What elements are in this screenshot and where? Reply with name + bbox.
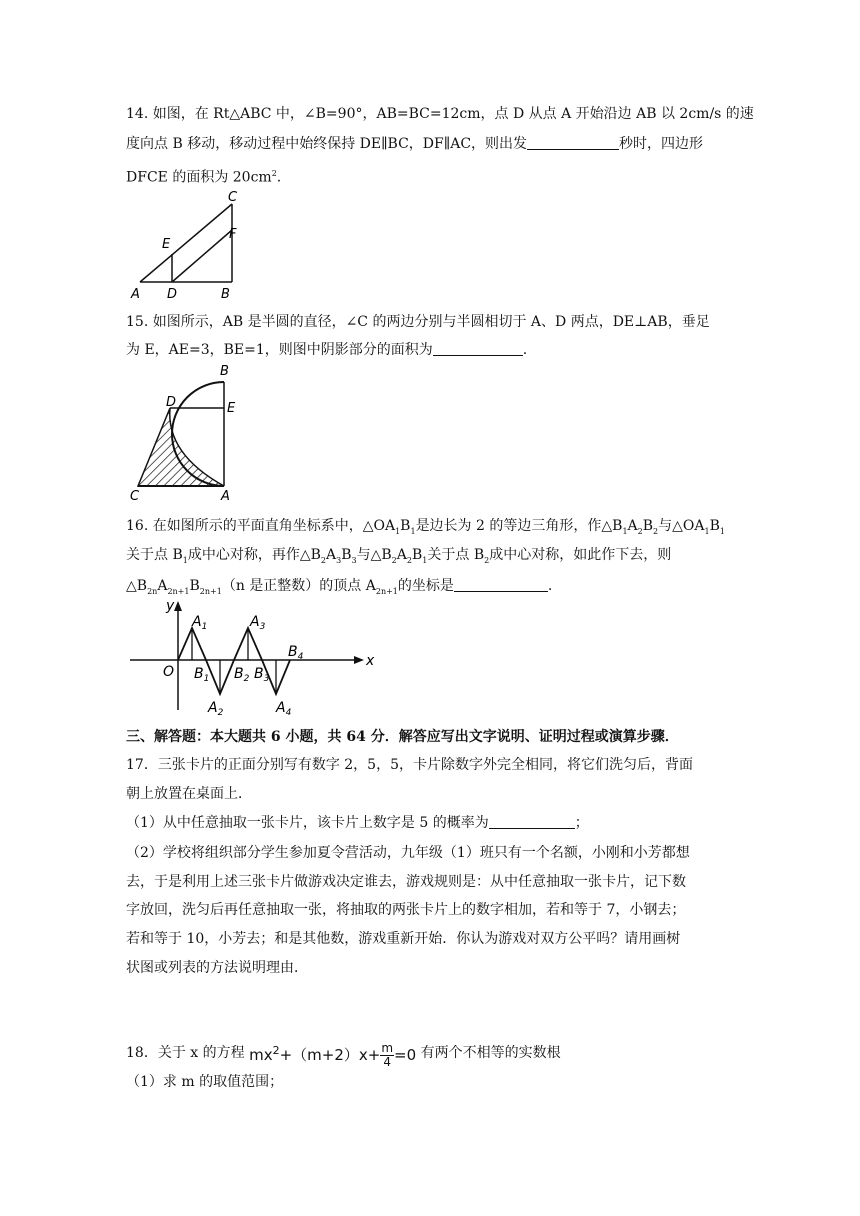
sub: 1 xyxy=(395,526,401,536)
q16-axis-y: y xyxy=(166,598,175,614)
q17-part1-tail: ； xyxy=(574,815,589,831)
q14-label-c: C xyxy=(228,190,238,205)
q16-label-b4: $B_4$ xyxy=(288,644,304,662)
q16-text: 与△B xyxy=(356,547,392,563)
sub: 2 xyxy=(637,526,643,536)
sub: 2 xyxy=(391,555,397,565)
sub: 2n+1 xyxy=(375,586,398,596)
q16-label-a1: $A_1$ xyxy=(192,614,208,632)
q14-label-f: F xyxy=(229,227,237,242)
q16-line1 xyxy=(126,516,725,542)
q16-text: . xyxy=(547,578,553,594)
q16-line2 xyxy=(126,545,671,571)
q16-label-b3: $B_3$ xyxy=(254,666,270,684)
q15-label-c: C xyxy=(130,489,140,502)
q16-text: 成中心对称，再作△B xyxy=(187,547,321,563)
q14-label-b: B xyxy=(221,287,230,302)
q15-label-a: A xyxy=(221,489,230,502)
sub: 1 xyxy=(410,526,416,536)
sub: 1 xyxy=(182,555,188,565)
q14-label-a: A xyxy=(131,287,140,302)
eq-numerator: m xyxy=(381,1041,394,1055)
eq-denominator: 4 xyxy=(383,1055,391,1069)
sub: 2 xyxy=(406,555,412,565)
q18-line1 xyxy=(126,1036,561,1070)
eq-part: =0 xyxy=(394,1046,417,1064)
answer-blank xyxy=(433,341,523,356)
q16-text: 成中心对称，如此作下去，则 xyxy=(489,547,672,563)
q16-text: A xyxy=(627,518,638,534)
q14-label-d: D xyxy=(167,287,178,302)
q17-part2-line3: 字放回，洗匀后再任意抽取一张，将抽取的两张卡片上的数字相加，若和等于 7，小钢去； xyxy=(126,902,686,918)
q16-text: 16. 在如图所示的平面直角坐标系中，△OA xyxy=(126,518,396,534)
q16-label-b2: $B_2$ xyxy=(234,666,250,684)
q15-label-b: B xyxy=(220,364,229,379)
q16-text: B xyxy=(400,518,411,534)
q16-text: B xyxy=(341,547,352,563)
sub: 1 xyxy=(422,555,428,565)
answer-blank xyxy=(527,135,619,150)
q17-line2: 朝上放置在桌面上． xyxy=(126,786,252,802)
q16-text: B xyxy=(709,518,720,534)
q16-text: 关于点 B xyxy=(126,547,183,563)
q16-text: A xyxy=(326,547,337,563)
q18-part1: （1）求 m 的取值范围； xyxy=(126,1074,284,1090)
q14-line3 xyxy=(126,164,281,188)
q16-text: 关于点 B xyxy=(427,547,485,563)
q16-axis-x: x xyxy=(366,653,375,669)
q14-line2 xyxy=(126,134,703,154)
q16-text: A xyxy=(157,578,168,594)
q14-figure xyxy=(126,188,246,304)
q15-line2 xyxy=(126,340,527,360)
q14-label-e: E xyxy=(162,237,171,252)
q15-label-e: E xyxy=(227,401,236,416)
q16-text: A xyxy=(396,547,407,563)
q18-text-tail: 有两个不相等的实数根 xyxy=(420,1045,561,1061)
eq-sup: 2 xyxy=(272,1044,280,1057)
sub: 1 xyxy=(704,526,710,536)
sub: 2n xyxy=(147,586,158,596)
section-heading: 三、解答题：本大题共 6 小题，共 64 分．解答应写出文字说明、证明过程或演算步骤． xyxy=(126,729,679,745)
sub: 3 xyxy=(336,555,342,565)
q16-label-o: O xyxy=(163,664,175,680)
q16-text: B xyxy=(189,578,200,594)
eq-part: +（m+2）x+ xyxy=(279,1046,381,1064)
q16-label-a3: $A_3$ xyxy=(250,614,266,632)
q16-label-a4: $A_4$ xyxy=(276,700,292,716)
sub: 1 xyxy=(719,526,725,536)
sub: 3 xyxy=(351,555,357,565)
q16-text: （n 是正整数）的顶点 A xyxy=(221,578,376,594)
sub: 2n+1 xyxy=(167,586,190,596)
q18-equation xyxy=(249,1036,416,1070)
q14-line3-text: DFCE 的面积为 20cm xyxy=(126,169,272,186)
q16-text: B xyxy=(642,518,654,534)
q16-label-b1: $B_1$ xyxy=(194,666,210,684)
q15-label-d: D xyxy=(166,395,177,410)
q16-text: △B xyxy=(126,578,148,594)
q14-line3-tail: . xyxy=(276,169,282,186)
q16-text: 是边长为 2 的等边三角形，作△B xyxy=(415,518,623,534)
q16-text: 的坐标是 xyxy=(397,578,454,594)
q16-figure xyxy=(126,598,376,716)
q17-line1: 17．三张卡片的正面分别写有数字 2，5，5，卡片除数字外完全相同，将它们洗匀后，背面 xyxy=(126,757,693,773)
sub: 2n+1 xyxy=(199,586,222,596)
eq-fraction xyxy=(380,1042,394,1069)
answer-blank xyxy=(489,814,575,829)
q15-figure xyxy=(126,362,246,502)
q16-text: B xyxy=(411,547,423,563)
answer-blank xyxy=(454,577,548,592)
q15-line2-text: 为 E，AE=3，BE=1，则图中阴影部分的面积为 xyxy=(126,342,433,358)
q15-line1: 15. 如图所示，AB 是半圆的直径，∠C 的两边分别与半圆相切于 A、D 两点，DE⊥AB，垂足 xyxy=(126,314,710,330)
q14-sup: 2 xyxy=(271,169,277,178)
q17-part2-line1: （2）学校将组织部分学生参加夏令营活动，九年级（1）班只有一个名额，小刚和小芳都想 xyxy=(126,845,690,861)
q17-part1 xyxy=(126,813,589,833)
sub: 2 xyxy=(653,526,659,536)
q17-part2-line5: 状图或列表的方法说明理由． xyxy=(126,960,308,976)
eq-part: mx xyxy=(249,1046,273,1064)
q17-part1-text: （1）从中任意抽取一张卡片，该卡片上数字是 5 的概率为 xyxy=(126,815,489,831)
q16-label-a2: $A_2$ xyxy=(208,700,224,716)
q14-line2-tail: 秒时，四边形 xyxy=(619,136,704,152)
q18-text: 18．关于 x 的方程 xyxy=(126,1045,245,1061)
sub: 2 xyxy=(484,555,490,565)
sub: 1 xyxy=(622,526,628,536)
sub: 2 xyxy=(320,555,326,565)
q14-line2-text: 度向点 B 移动，移动过程中始终保持 DE∥BC，DF∥AC，则出发 xyxy=(126,136,528,152)
q17-part2-line4: 若和等于 10，小芳去；和是其他数，游戏重新开始．你认为游戏对双方公平吗？请用画树 xyxy=(126,931,681,947)
q17-part2-line2: 去，于是利用上述三张卡片做游戏决定谁去，游戏规则是：从中任意抽取一张卡片，记下数 xyxy=(126,874,686,890)
q14-line1: 14. 如图，在 Rt△ABC 中，∠B=90°，AB=BC=12cm，点 D 从点 A 开始沿边 AB 以 2cm/s 的速 xyxy=(126,106,754,122)
q16-text: 与△OA xyxy=(658,518,705,534)
q15-line2-tail: . xyxy=(522,342,528,358)
